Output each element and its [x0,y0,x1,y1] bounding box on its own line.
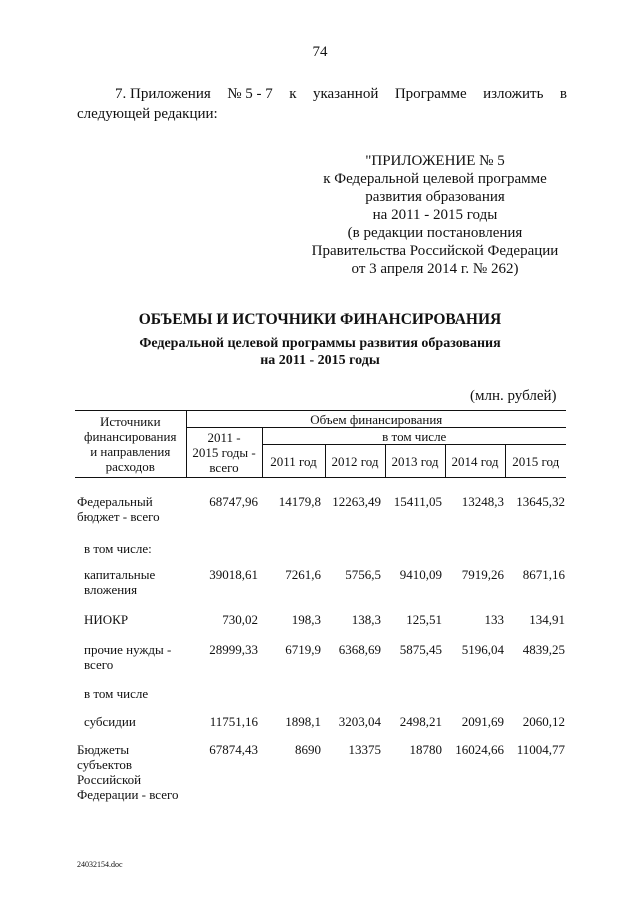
row-label [84,642,171,672]
cell-total: 730,02 [222,612,258,627]
cell-2013: 18780 [409,742,442,757]
cell-2015: 4839,25 [522,642,565,657]
row-label-line: НИОКР [84,612,129,627]
cell-total: 67874,43 [209,742,258,757]
row-label [84,714,136,729]
cell-2012: 13375 [348,742,381,757]
appendix-line: к Федеральной целевой программе [323,171,547,187]
row-label-line: субъектов [77,757,133,772]
intro-word: к [289,86,297,102]
header-sources-line: финансирования [84,429,177,444]
row-label-line: вложения [84,582,138,597]
cell-2012: 5756,5 [345,567,381,582]
appendix-line: (в редакции постановления [347,225,523,241]
header-total-line: всего [209,460,239,475]
row-label-line: в том числе [84,686,149,701]
header-year-2015: 2015 год [505,445,566,478]
cell-2013: 15411,05 [393,494,442,509]
header-including: в том числе [262,428,566,445]
header-year-2014: 2014 год [445,445,505,478]
row-label-line: всего [84,657,114,672]
intro-line-1 [115,86,567,103]
appendix-line: Правительства Российской Федерации [311,243,559,259]
header-year-2013: 2013 год [385,445,445,478]
row-label-line: Федерации - всего [77,787,179,802]
cell-total: 68747,96 [209,494,258,509]
header-total-line: 2015 годы - [192,445,256,460]
row-label-line: субсидии [84,714,136,729]
cell-2014: 2091,69 [461,714,504,729]
cell-2012: 12263,49 [332,494,381,509]
appendix-line: "ПРИЛОЖЕНИЕ № 5 [365,153,505,169]
row-label [84,612,128,627]
header-year-2012: 2012 год [325,445,385,478]
row-label-line: прочие нужды - [84,642,172,657]
page-number: 74 [312,44,328,60]
cell-2011: 8690 [295,742,321,757]
header-sources [75,411,186,478]
cell-2012: 6368,69 [338,642,381,657]
subtitle-line-1: Федеральной целевой программы развития образования [139,336,501,351]
cell-total: 28999,33 [209,642,258,657]
cell-2011: 198,3 [291,612,321,627]
document-title: ОБЪЕМЫ И ИСТОЧНИКИ ФИНАНСИРОВАНИЯ [138,311,502,328]
cell-2011: 7261,6 [285,567,321,582]
header-year-2011: 2011 год [262,445,325,478]
appendix-line: развития образования [365,189,505,205]
document-subtitle [0,335,640,369]
cell-2013: 125,51 [406,612,442,627]
cell-total: 11751,16 [209,714,258,729]
appendix-line: на 2011 - 2015 годы [372,207,498,223]
row-label-line: капитальные [84,567,156,582]
row-label [77,494,160,524]
row-label [77,742,179,802]
row-label-line: Бюджеты [77,742,130,757]
appendix-line: от 3 апреля 2014 г. № 262) [351,261,519,277]
row-label-line: Федеральный [77,494,153,509]
cell-2012: 3203,04 [338,714,381,729]
intro-word: указанной [312,86,379,102]
intro-word: в [559,86,567,102]
row-label-line: Российской [77,772,142,787]
header-sources-line: и направления [90,444,171,459]
header-total [186,428,262,478]
cell-2011: 1898,1 [285,714,321,729]
unit-label: (млн. рублей) [470,388,557,404]
cell-2014: 133 [484,612,504,627]
intro-word: 7. Приложения [115,86,211,102]
cell-2013: 2498,21 [399,714,442,729]
cell-2014: 7919,26 [461,567,504,582]
header-sources-line: Источники [99,414,161,429]
intro-line-2: следующей редакции: [77,106,218,122]
cell-2015: 11004,77 [516,742,565,757]
footer-filename: 24032154.doc [77,860,123,869]
intro-word: № 5 - 7 [227,86,273,102]
cell-2014: 13248,3 [461,494,504,509]
row-label [84,567,155,597]
row-label [84,686,148,701]
table-header [75,410,566,478]
cell-total: 39018,61 [209,567,258,582]
row-label-line: бюджет - всего [77,509,160,524]
cell-2011: 6719,9 [285,642,321,657]
header-volume: Объем финансирования [186,411,566,428]
intro-word: Программе [394,86,467,102]
cell-2015: 8671,16 [522,567,565,582]
header-total-line: 2011 - [207,430,241,445]
cell-2015: 2060,12 [522,714,565,729]
row-label [84,541,152,556]
appendix-block [300,152,570,278]
cell-2015: 134,91 [529,612,565,627]
cell-2015: 13645,32 [516,494,565,509]
header-sources-line: расходов [105,459,155,474]
cell-2011: 14179,8 [278,494,321,509]
cell-2013: 5875,45 [399,642,442,657]
row-label-line: в том числе: [84,541,152,556]
intro-word: изложить [483,86,544,102]
cell-2014: 5196,04 [461,642,504,657]
cell-2012: 138,3 [351,612,381,627]
cell-2013: 9410,09 [399,567,442,582]
cell-2014: 16024,66 [455,742,504,757]
subtitle-line-2: на 2011 - 2015 годы [260,353,380,368]
